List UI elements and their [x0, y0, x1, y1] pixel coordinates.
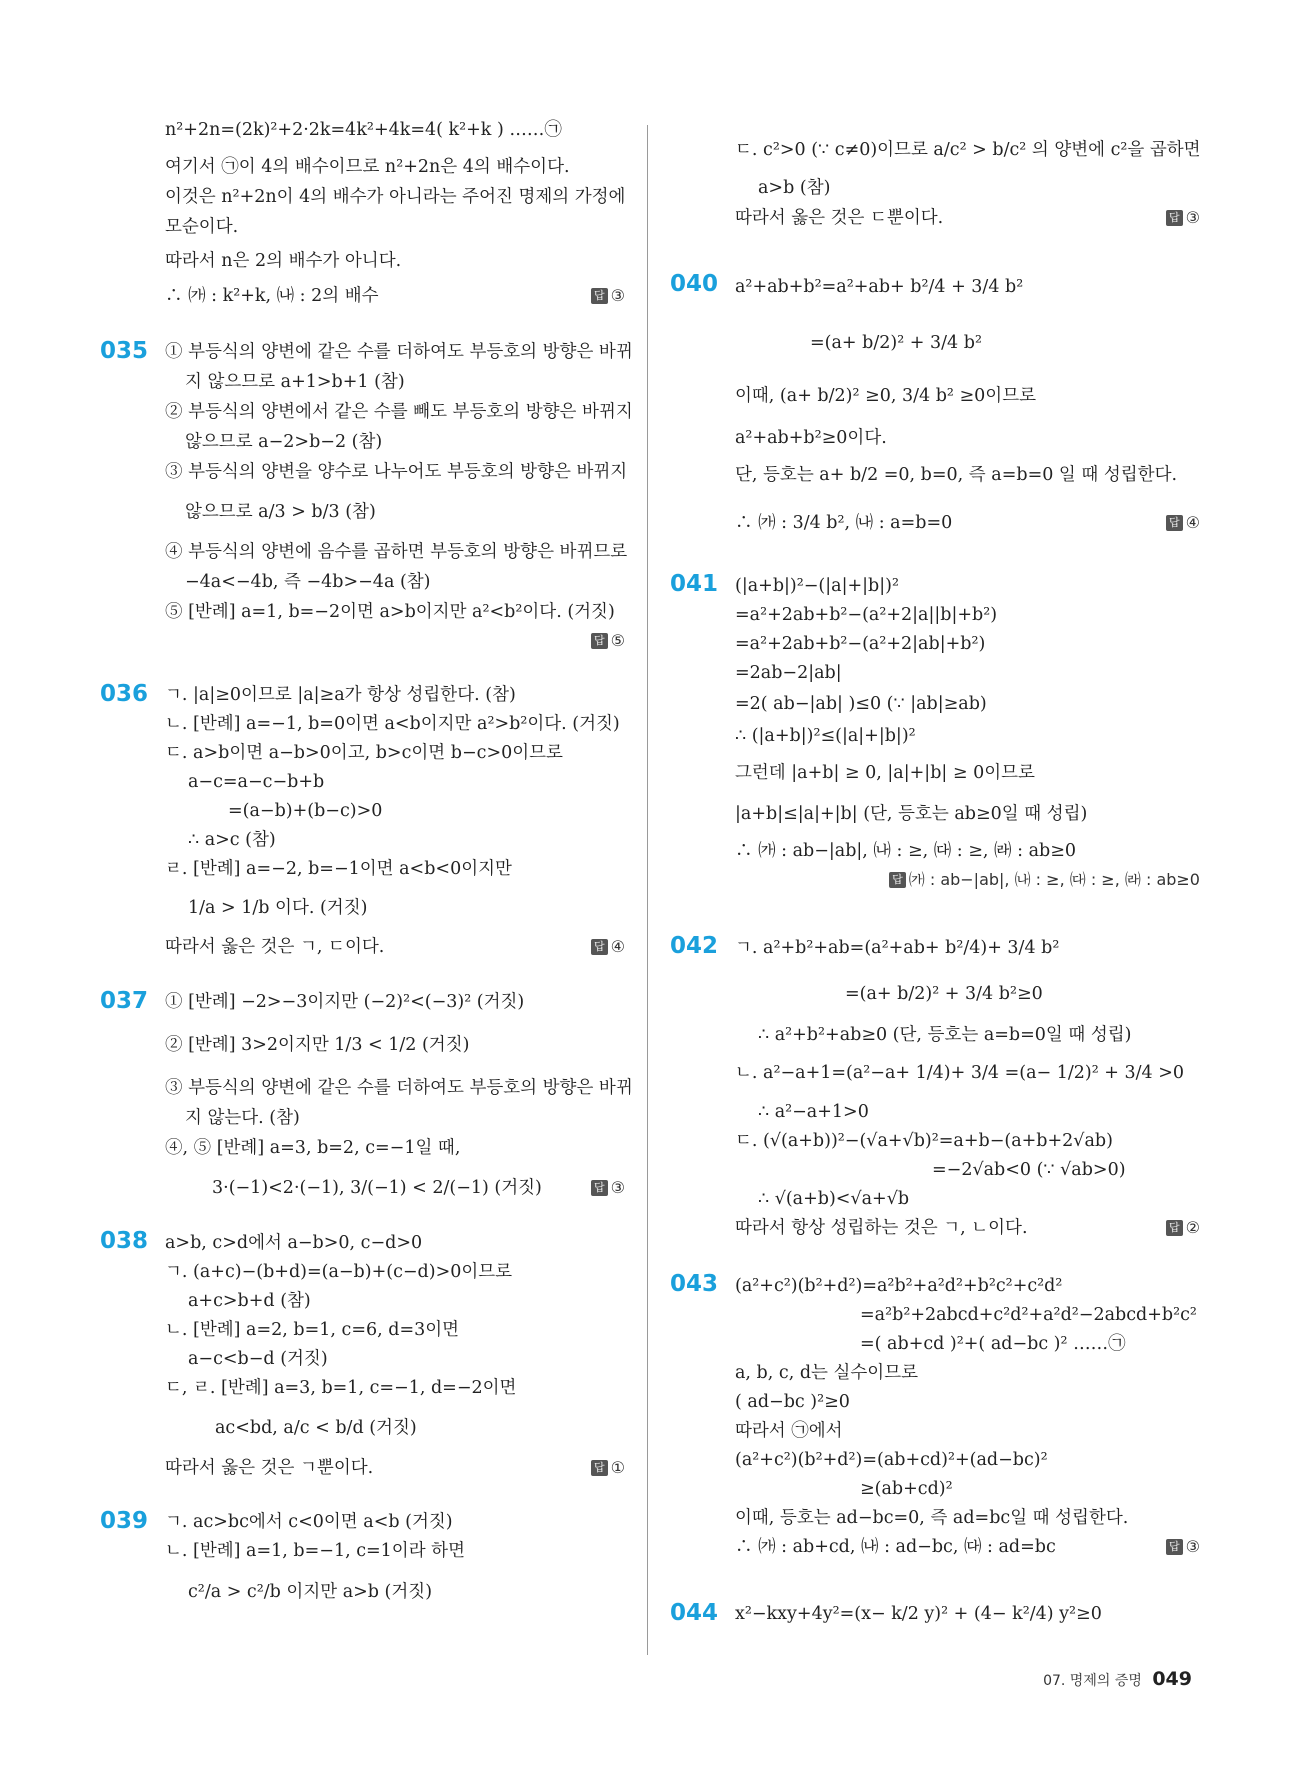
solution-line: 따라서 옳은 것은 ㄱ뿐이다.: [165, 1458, 374, 1478]
solution-line: ① 부등식의 양변에 같은 수를 더하여도 부등호의 방향은 바뀌: [165, 342, 633, 362]
solution-line: a−c<b−d (거짓): [188, 1349, 328, 1369]
answer-value: ⑤: [610, 631, 625, 650]
solution-line: ④, ⑤ [반례] a=3, b=2, c=−1일 때,: [165, 1138, 461, 1158]
answer-mark: [591, 284, 625, 308]
answer-value: ②: [1185, 1218, 1200, 1237]
answer-value: ③: [610, 286, 625, 305]
solution-line: 1/a > 1/b 이다. (거짓): [188, 898, 368, 918]
solution-line: ㄷ. (√(a+b))²−(√a+√b)²=a+b−(a+b+2√ab): [735, 1131, 1113, 1151]
solution-line: 이때, (a+ b/2)² ≥0, 3/4 b² ≥0이므로: [735, 386, 1037, 406]
solution-line: ∴ (|a+b|)²≤(|a|+|b|)²: [735, 726, 916, 746]
answer-mark: [1166, 1535, 1200, 1559]
solution-line: ㄴ. [반례] a=1, b=−1, c=1이라 하면: [165, 1541, 465, 1561]
answer-mark: [591, 629, 625, 653]
problem-number: 039: [100, 1508, 149, 1534]
solution-line: ③ 부등식의 양변을 양수로 나누어도 부등호의 방향은 바뀌지: [165, 462, 628, 482]
solution-line: ∴ ㈎ : k²+k, ㈏ : 2의 배수: [165, 286, 379, 306]
problem-number: 042: [670, 933, 719, 959]
solution-line: ⑤ [반례] a=1, b=−2이면 a>b이지만 a²<b²이다. (거짓): [165, 602, 615, 622]
answer-icon: 답: [1166, 210, 1183, 226]
solution-line: 3·(−1)<2·(−1), 3/(−1) < 2/(−1) (거짓): [212, 1178, 542, 1198]
solution-line: (a²+c²)(b²+d²)=(ab+cd)²+(ad−bc)²: [735, 1450, 1048, 1470]
solution-line: −4a<−4b, 즉 −4b>−4a (참): [185, 572, 431, 592]
page-number: 049: [1152, 1668, 1192, 1690]
answer-icon: 답: [1166, 1539, 1183, 1555]
problem-number: 041: [670, 571, 719, 597]
answer-mark: [1166, 1216, 1200, 1240]
solution-line: x²−kxy+4y²=(x− k/2 y)² + (4− k²/4) y²≥0: [735, 1604, 1102, 1624]
solution-line: 지 않으므로 a+1>b+1 (참): [185, 372, 405, 392]
solution-line: ① [반례] −2>−3이지만 (−2)²<(−3)² (거짓): [165, 992, 525, 1012]
solution-line: 따라서 ㉠에서: [735, 1421, 843, 1441]
solution-line: =−2√ab<0 (∵ √ab>0): [932, 1160, 1126, 1180]
solution-line: =(a+ b/2)² + 3/4 b²: [810, 333, 982, 353]
solution-line: n²+2n=(2k)²+2·2k=4k²+4k=4( k²+k ) ……㉠: [165, 120, 562, 140]
chapter-title: 07. 명제의 증명: [1043, 1673, 1142, 1689]
problem-number: 040: [670, 271, 719, 297]
answer-value: ④: [1185, 513, 1200, 532]
solution-line: (a²+c²)(b²+d²)=a²b²+a²d²+b²c²+c²d²: [735, 1276, 1063, 1296]
answer-mark: [591, 935, 625, 959]
solution-line: =(a+ b/2)² + 3/4 b²≥0: [845, 984, 1043, 1004]
solution-line: ∴ a>c (참): [188, 830, 276, 850]
answer-icon: 답: [591, 1460, 608, 1476]
answer-value: ③: [610, 1178, 625, 1197]
solution-line: =a²+2ab+b²−(a²+2|ab|+b²): [735, 634, 986, 654]
solution-line: ㄷ. c²>0 (∵ c≠0)이므로 a/c² > b/c² 의 양변에 c²을 곱하면: [735, 140, 1201, 160]
answer-mark: [1166, 206, 1200, 230]
solution-line: ∴ √(a+b)<√a+√b: [758, 1189, 910, 1209]
answer-value: ③: [1185, 1537, 1200, 1556]
solution-line: 모순이다.: [165, 217, 239, 237]
solution-line: (|a+b|)²−(|a|+|b|)²: [735, 576, 899, 596]
solution-line: ㄱ. ac>bc에서 c<0이면 a<b (거짓): [165, 1512, 453, 1532]
problem-number: 035: [100, 338, 149, 364]
solution-line: ㄹ. [반례] a=−2, b=−1이면 a<b<0이지만: [165, 859, 512, 879]
solution-line: 그런데 |a+b| ≥ 0, |a|+|b| ≥ 0이므로: [735, 763, 1035, 783]
problem-number: 037: [100, 988, 149, 1014]
solution-line: 않으므로 a−2>b−2 (참): [185, 432, 383, 452]
solution-line: ③ 부등식의 양변에 같은 수를 더하여도 부등호의 방향은 바뀌: [165, 1078, 633, 1098]
answer-icon: 답: [591, 633, 608, 649]
answer-icon: 답: [1166, 1220, 1183, 1236]
problem-number: 036: [100, 681, 149, 707]
solution-line: a>b, c>d에서 a−b>0, c−d>0: [165, 1233, 423, 1253]
answer-icon: 답: [591, 1180, 608, 1196]
solution-line: 지 않는다. (참): [185, 1108, 300, 1128]
answer-mark: [1166, 511, 1200, 535]
answer-icon: 답: [591, 288, 608, 304]
solution-line: ㄷ, ㄹ. [반례] a=3, b=1, c=−1, d=−2이면: [165, 1378, 517, 1398]
solution-line: ㄴ. [반례] a=−1, b=0이면 a<b이지만 a²>b²이다. (거짓): [165, 714, 620, 734]
answer-value: ①: [610, 1458, 625, 1477]
answer-value: ④: [610, 937, 625, 956]
answer-icon: 답: [889, 872, 906, 888]
solution-line: =2( ab−|ab| )≤0 (∵ |ab|≥ab): [735, 694, 987, 714]
solution-line: =( ab+cd )²+( ad−bc )² ……㉠: [860, 1334, 1126, 1354]
solution-line: a, b, c, d는 실수이므로: [735, 1363, 919, 1383]
solution-line: a+c>b+d (참): [188, 1291, 311, 1311]
solution-line: ② 부등식의 양변에서 같은 수를 빼도 부등호의 방향은 바뀌지: [165, 402, 633, 422]
solution-line: c²/a > c²/b 이지만 a>b (거짓): [188, 1582, 433, 1602]
solution-line: 단, 등호는 a+ b/2 =0, b=0, 즉 a=b=0 일 때 성립한다.: [735, 465, 1178, 485]
solution-line: 따라서 옳은 것은 ㄱ, ㄷ이다.: [165, 937, 385, 957]
answer-mark: [591, 1456, 625, 1480]
answer-mark: [889, 868, 1200, 892]
answer-value: ③: [1185, 208, 1200, 227]
problem-number: 043: [670, 1271, 719, 1297]
solution-line: ≥(ab+cd)²: [860, 1479, 953, 1499]
solution-line: ㄱ. |a|≥0이므로 |a|≥a가 항상 성립한다. (참): [165, 685, 516, 705]
solution-line: =a²+2ab+b²−(a²+2|a||b|+b²): [735, 605, 998, 625]
answer-icon: 답: [1166, 515, 1183, 531]
solution-line: ㄴ. a²−a+1=(a²−a+ 1/4)+ 3/4 =(a− 1/2)² + 3/4 >0: [735, 1063, 1185, 1083]
solution-line: a²+ab+b²≥0이다.: [735, 428, 887, 448]
column-divider: [647, 125, 648, 1655]
solution-line: =2ab−2|ab|: [735, 663, 842, 683]
solution-line: ④ 부등식의 양변에 음수를 곱하면 부등호의 방향은 바뀌므로: [165, 542, 628, 562]
solution-line: ㄴ. [반례] a=2, b=1, c=6, d=3이면: [165, 1320, 460, 1340]
solution-line: ∴ a²+b²+ab≥0 (단, 등호는 a=b=0일 때 성립): [758, 1025, 1132, 1045]
solution-line: 이때, 등호는 ad−bc=0, 즉 ad=bc일 때 성립한다.: [735, 1508, 1129, 1528]
solution-line: 따라서 항상 성립하는 것은 ㄱ, ㄴ이다.: [735, 1218, 1028, 1238]
solution-line: ( ad−bc )²≥0: [735, 1392, 850, 1412]
solution-line: 이것은 n²+2n이 4의 배수가 아니라는 주어진 명제의 가정에: [165, 187, 626, 207]
solution-line: ㄱ. a²+b²+ab=(a²+ab+ b²/4)+ 3/4 b²: [735, 938, 1060, 958]
problem-number: 044: [670, 1600, 719, 1626]
solution-line: a²+ab+b²=a²+ab+ b²/4 + 3/4 b²: [735, 277, 1024, 297]
answer-mark: [591, 1176, 625, 1200]
solution-line: ㄱ. (a+c)−(b+d)=(a−b)+(c−d)>0이므로: [165, 1262, 513, 1282]
solution-line: =(a−b)+(b−c)>0: [228, 801, 383, 821]
answer-icon: 답: [591, 939, 608, 955]
solution-line: ac<bd, a/c < b/d (거짓): [215, 1418, 417, 1438]
solution-line: ∴ a²−a+1>0: [758, 1102, 869, 1122]
solution-line: |a+b|≤|a|+|b| (단, 등호는 ab≥0일 때 성립): [735, 804, 1088, 824]
solution-line: ② [반례] 3>2이지만 1/3 < 1/2 (거짓): [165, 1035, 470, 1055]
solution-line: =a²b²+2abcd+c²d²+a²d²−2abcd+b²c²: [860, 1305, 1197, 1325]
page-footer: [1043, 1668, 1192, 1690]
solution-line: ∴ ㈎ : ab+cd, ㈏ : ad−bc, ㈐ : ad=bc: [735, 1537, 1056, 1557]
solution-line: ∴ ㈎ : 3/4 b², ㈏ : a=b=0: [735, 513, 953, 533]
solution-line: ∴ ㈎ : ab−|ab|, ㈏ : ≥, ㈐ : ≥, ㈑ : ab≥0: [735, 841, 1077, 861]
solution-line: 않으므로 a/3 > b/3 (참): [185, 502, 376, 522]
solution-line: 따라서 n은 2의 배수가 아니다.: [165, 251, 402, 271]
problem-number: 038: [100, 1228, 149, 1254]
answer-value: ㈎ : ab−|ab|, ㈏ : ≥, ㈐ : ≥, ㈑ : ab≥0: [908, 870, 1200, 889]
solution-line: a>b (참): [758, 178, 831, 198]
solution-line: 따라서 옳은 것은 ㄷ뿐이다.: [735, 208, 944, 228]
solution-line: 여기서 ㉠이 4의 배수이므로 n²+2n은 4의 배수이다.: [165, 157, 570, 177]
solution-line: a−c=a−c−b+b: [188, 772, 325, 792]
solution-line: ㄷ. a>b이면 a−b>0이고, b>c이면 b−c>0이므로: [165, 743, 563, 763]
